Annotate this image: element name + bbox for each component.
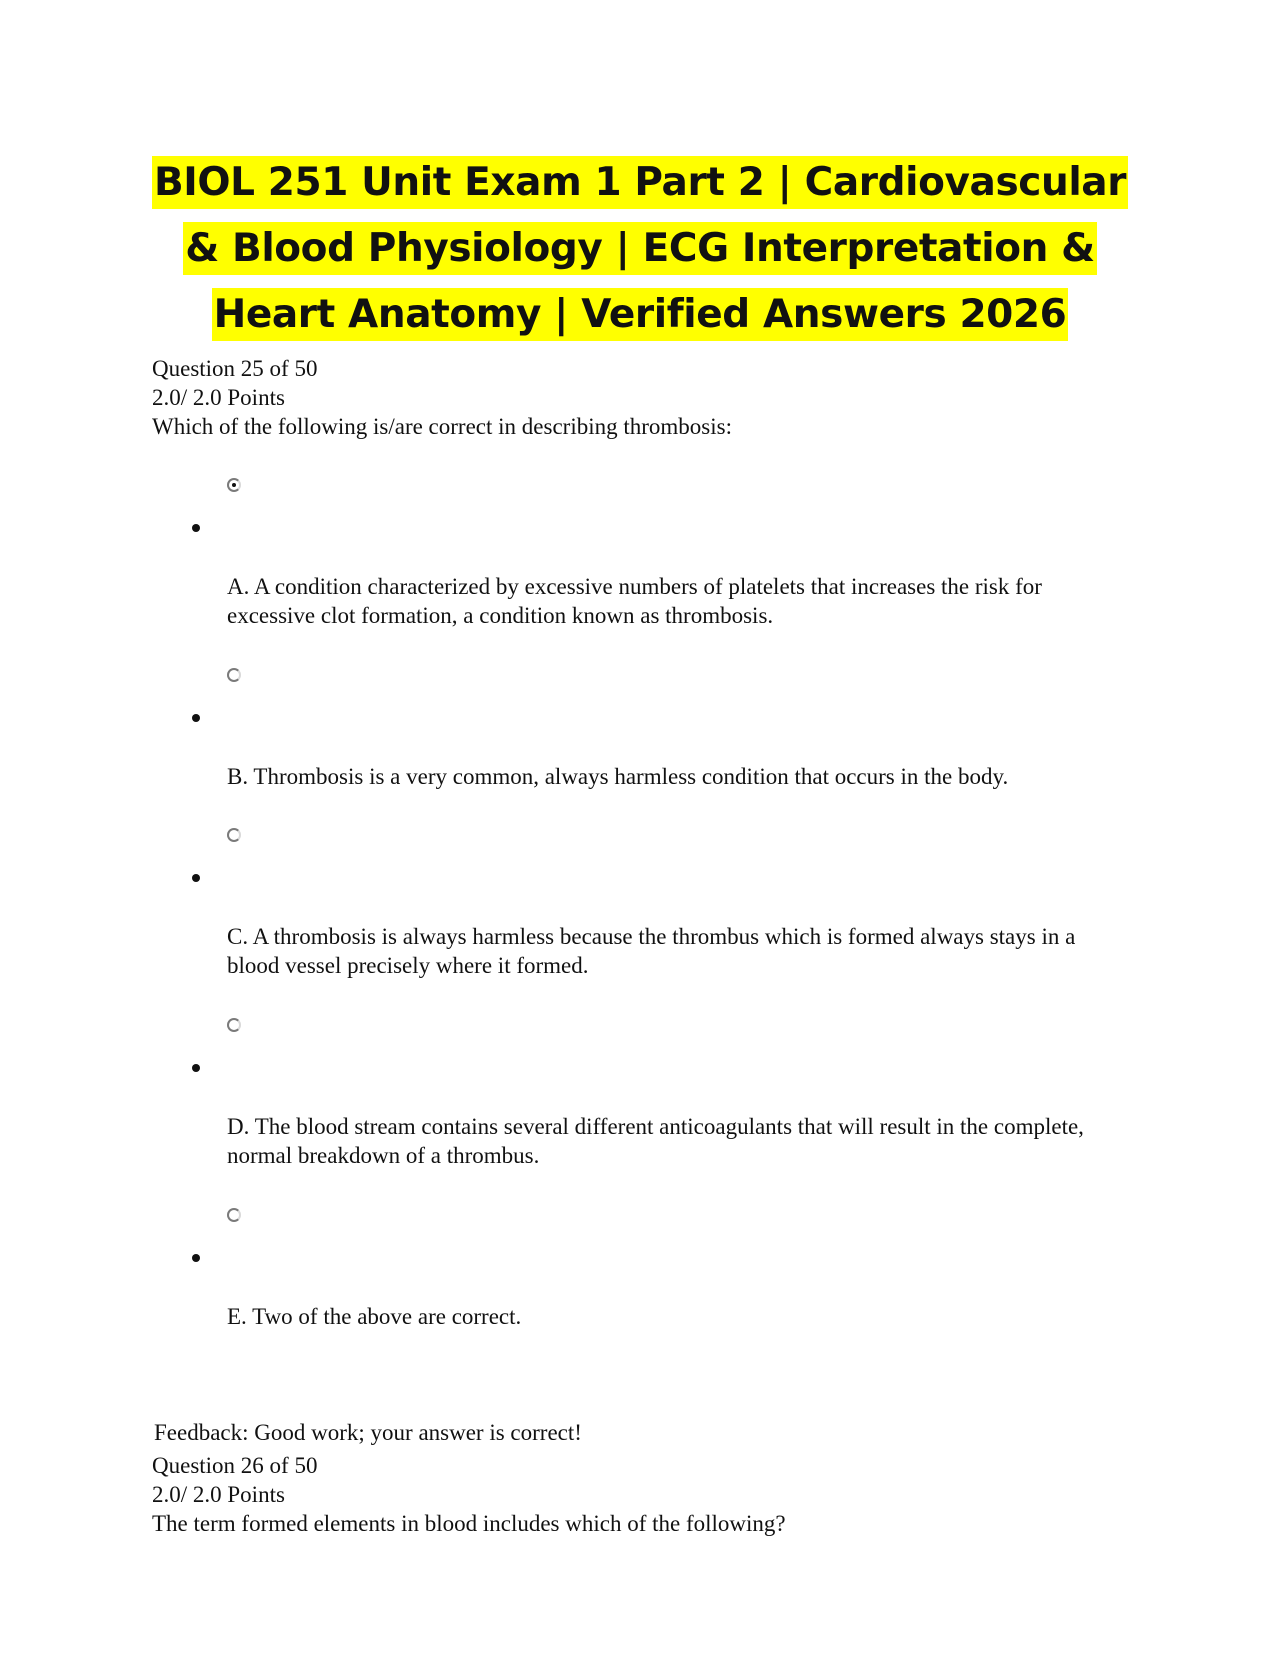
question-26-number: Question 26 of 50 [152,1453,318,1478]
option-d-text: D. The blood stream contains several different anticoagulants that will result in the complete, normal breakdown of a thrombus. [227,1114,1084,1168]
option-e-radio[interactable] [227,1208,241,1222]
option-a-text: A. A condition characterized by excessive numbers of platelets that increases the risk for excessive clot formation, a condition known as thrombosis. [227,574,1042,628]
option-e-text: E. Two of the above are correct. [227,1304,522,1329]
option-a-radio[interactable] [227,478,241,492]
document-title [150,150,1130,348]
option-b-radio[interactable] [227,668,241,682]
question-26-prompt: The term formed elements in blood includes which of the following? [152,1511,786,1536]
question-25-number: Question 25 of 50 [152,356,318,381]
option-b-bullet [192,714,200,722]
question-25-feedback: Feedback: Good work; your answer is correct! [154,1420,582,1445]
question-25-points: 2.0/ 2.0 Points [152,385,285,410]
option-c-bullet [192,874,200,882]
option-a-bullet [192,524,200,532]
option-c-text: C. A thrombosis is always harmless because the thrombus which is formed always stays in a blood vessel precisely where it formed. [227,924,1076,978]
document-title-text: BIOL 251 Unit Exam 1 Part 2 | Cardiovascular & Blood Physiology | ECG Interpretation & Heart Anatomy | Verified Answers 2026 [152,156,1128,341]
question-25-prompt: Which of the following is/are correct in describing thrombosis: [152,414,732,439]
option-d-radio[interactable] [227,1018,241,1032]
option-b-text: B. Thrombosis is a very common, always harmless condition that occurs in the body. [227,764,1009,789]
option-e-bullet [192,1254,200,1262]
option-c-radio[interactable] [227,828,241,842]
question-26-points: 2.0/ 2.0 Points [152,1482,285,1507]
radio-selected-dot [232,483,236,487]
option-d-bullet [192,1064,200,1072]
